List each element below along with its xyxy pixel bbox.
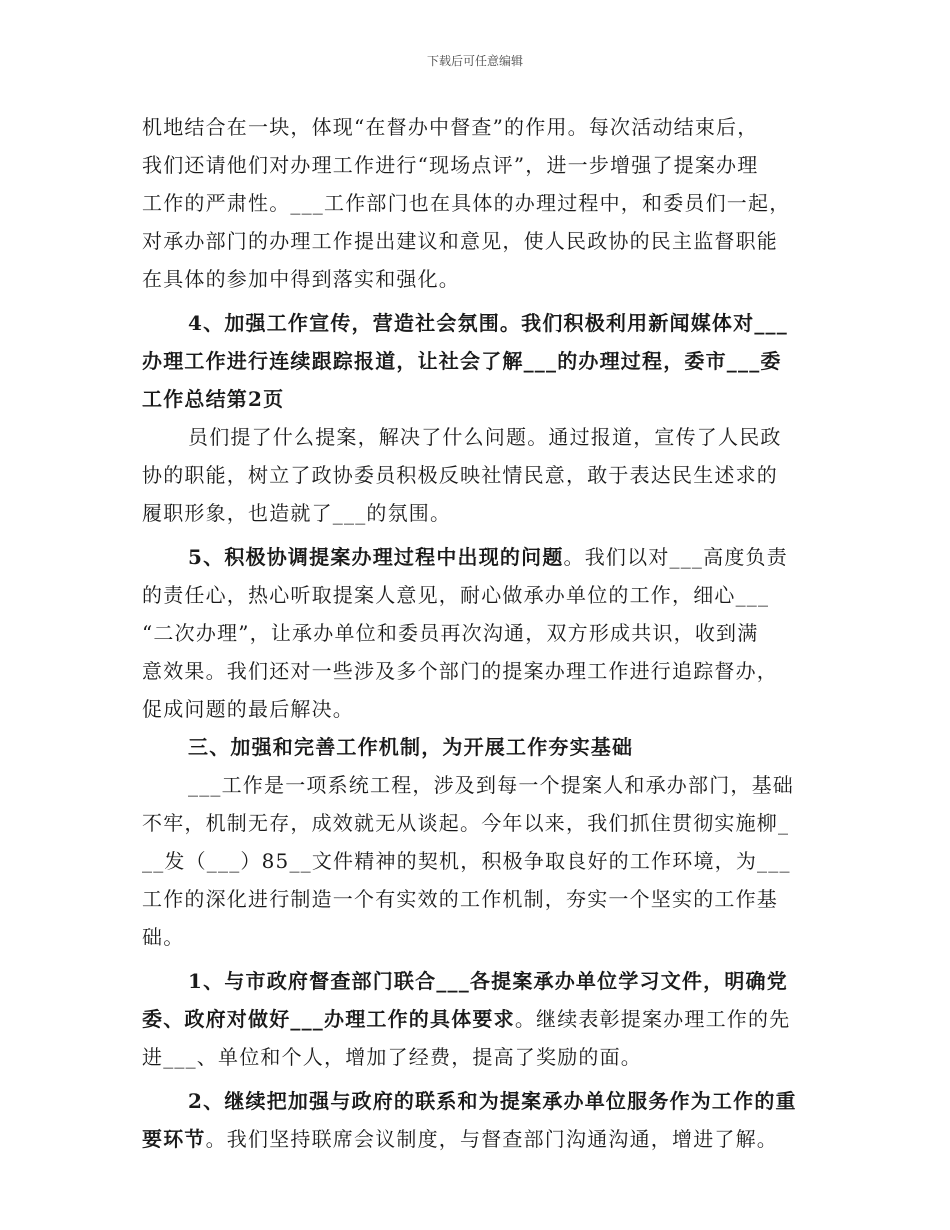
- text-segment: “二次办理”，让承办单位和委员再次沟通，双方形成共识，收到满: [142, 621, 759, 645]
- bold-text-segment: 1、与市政府督查部门联合___各提案承办单位学习文件，明确党: [188, 969, 788, 993]
- text-line: [142, 304, 812, 342]
- text-segment: 的责任心，热心听取提案人意见，耐心做承办单位的工作，细心___: [142, 583, 770, 607]
- document-body: [142, 108, 812, 1158]
- text-segment: 。我们坚持联席会议制度，与督查部门沟通沟通，增进了解。: [205, 1127, 779, 1151]
- text-line: [142, 108, 812, 146]
- text-segment: 础。: [142, 925, 185, 949]
- text-line: [142, 222, 812, 260]
- text-segment: 工作的严肃性。___工作部门也在具体的办理过程中，和委员们一起，: [142, 191, 791, 215]
- text-line: [142, 146, 812, 184]
- text-line: [142, 260, 812, 298]
- text-segment: 工作的深化进行制造一个有实效的工作机制，夯实一个坚实的工作基: [142, 887, 778, 911]
- text-segment: 促成问题的最后解决。: [142, 697, 354, 721]
- text-line: [142, 842, 812, 880]
- text-line: [142, 1082, 812, 1120]
- text-line: [142, 380, 812, 418]
- bold-text-segment: 要环节: [142, 1127, 206, 1151]
- bold-text-segment: 5、积极协调提案办理过程中出现的问题: [188, 545, 564, 569]
- text-segment: 我们还请他们对办理工作进行“现场点评”，进一步增强了提案办理: [142, 153, 759, 177]
- text-line: [142, 880, 812, 918]
- text-line: [142, 184, 812, 222]
- text-segment: 员们提了什么提案，解决了什么问题。通过报道，宣传了人民政: [188, 425, 782, 449]
- text-segment: 对承办部门的办理工作提出建议和意见，使人民政协的民主监督职能: [142, 229, 778, 253]
- bold-text-segment: 办理工作进行连续跟踪报道，让社会了解___的办理过程，委市___委: [142, 349, 782, 373]
- text-segment: 履职形象，也造就了___的氛围。: [142, 501, 452, 525]
- text-segment: 协的职能，树立了政协委员积极反映社情民意，敢于表达民生述求的: [142, 463, 778, 487]
- bold-text-segment: 4、加强工作宣传，营造社会氛围。我们积极利用新闻媒体对___: [188, 311, 788, 335]
- text-line: [142, 766, 812, 804]
- text-line: [142, 418, 812, 456]
- text-line: [142, 342, 812, 380]
- bold-text-segment: 工作总结第2页: [142, 387, 285, 411]
- text-segment: 进___、单位和个人，增加了经费，提高了奖励的面。: [142, 1045, 642, 1069]
- text-line: [142, 456, 812, 494]
- text-segment: 意效果。我们还对一些涉及多个部门的提案办理工作进行追踪督办，: [142, 659, 778, 683]
- text-segment: 机地结合在一块，体现“在督办中督查”的作用。每次活动结束后，: [142, 115, 759, 139]
- text-line: [142, 804, 812, 842]
- bold-text-segment: 三、加强和完善工作机制，为开展工作夯实基础: [188, 735, 634, 759]
- text-line: [142, 918, 812, 956]
- text-line: [142, 690, 812, 728]
- text-line: [142, 538, 812, 576]
- text-line: [142, 614, 812, 652]
- text-line: [142, 1120, 812, 1158]
- text-segment: __发（___）85__文件精神的契机，积极争取良好的工作环境，为___: [142, 849, 791, 873]
- text-segment: 在具体的参加中得到落实和强化。: [142, 267, 460, 291]
- text-segment: 不牢，机制无存，成效就无从谈起。今年以来，我们抓住贯彻实施柳_: [142, 811, 790, 835]
- text-line: [142, 728, 812, 766]
- bold-text-segment: 委、政府对做好___办理工作的具体要求: [142, 1007, 515, 1031]
- page-header: 下载后可任意编辑: [426, 54, 523, 68]
- text-line: [142, 1038, 812, 1076]
- text-line: [142, 494, 812, 532]
- text-line: [142, 652, 812, 690]
- text-segment: ___工作是一项系统工程，涉及到每一个提案人和承办部门，基础: [188, 773, 794, 797]
- text-segment: 。继续表彰提案办理工作的先: [514, 1007, 791, 1031]
- text-line: [142, 576, 812, 614]
- text-line: [142, 1000, 812, 1038]
- bold-text-segment: 2、继续把加强与政府的联系和为提案承办单位服务作为工作的重: [188, 1089, 797, 1113]
- text-segment: 。我们以对___高度负责: [563, 545, 788, 569]
- text-line: [142, 962, 812, 1000]
